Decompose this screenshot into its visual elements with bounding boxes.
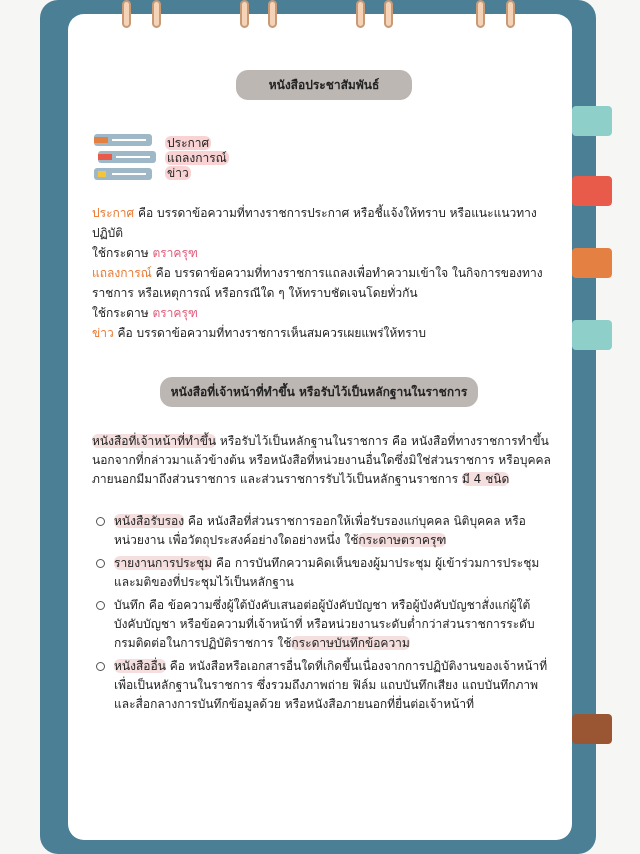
- binder-ring-icon: [122, 0, 131, 28]
- list-item: หนังสือรับรอง คือ หนังสือที่ส่วนราชการออกให้เพื่อรับรองแก่บุคคล นิติบุคคล หรือหน่วยงาน เพื่อวัตถุประสงค์อย่างใดอย่างหนึ่ง ใช้กระดาษตราครุฑ: [90, 512, 550, 550]
- binder-ring-icon: [476, 0, 485, 28]
- tab-red[interactable]: [572, 176, 612, 206]
- statement-definition: แถลงการณ์ คือ บรรดาข้อความที่ทางราชการแถลงเพื่อทำความเข้าใจ ในกิจการของทางราชการ หรือเหตุการณ์ หรือกรณีใด ๆ ให้ทราบชัดเจนโดยทั่วกัน: [92, 266, 543, 300]
- tab-orange[interactable]: [572, 248, 612, 278]
- icon-label-statement: แถลงการณ์: [167, 151, 227, 165]
- document-types-list: [90, 512, 550, 718]
- list-item: บันทึก คือ ข้อความซึ่งผู้ใต้บังคับเสนอต่อผู้บังคับบัญชา หรือผู้บังคับบัญชาสั่งแก่ผู้ใต้บังคับบัญชา หรือข้อความที่เจ้าหน้าที่ หรือหน่วยงานระดับต่ำกว่าส่วนราชการระดับกรมติดต่อในการปฏิบัติราชการ ใช้กระดาษบันทึกข้อความ: [90, 596, 550, 653]
- list-item: หนังสืออื่น คือ หนังสือหรือเอกสารอื่นใดที่เกิดขึ้นเนื่องจากการปฏิบัติงานของเจ้าหน้าที่ เพื่อเป็นหลักฐานในราชการ ซึ่งรวมถึงภาพถ่าย ฟิล์ม แถบบันทึกเสียง แถบบันทึกภาพ และสื่อกลางการบันทึกข้อมูลด้วย หรือหนังสือภายนอกที่ยื่นต่อเจ้าหน้าที่: [90, 657, 550, 714]
- tab-teal-bottom[interactable]: [572, 320, 612, 350]
- binder-ring-icon: [240, 0, 249, 28]
- section1-body: [92, 203, 552, 343]
- binder-ring-icon: [268, 0, 277, 28]
- news-definition: ข่าว คือ บรรดาข้อความที่ทางราชการเห็นสมควรเผยแพร่ให้ทราบ: [92, 326, 427, 340]
- announcement-paper: ใช้กระดาษ ตราครุฑ: [92, 246, 198, 260]
- binder-ring-icon: [506, 0, 515, 28]
- binder-ring-icon: [384, 0, 393, 28]
- documents-stack-icon: [92, 132, 164, 182]
- list-item: รายงานการประชุม คือ การบันทึกความคิดเห็นของผู้มาประชุม ผู้เข้าร่วมการประชุม และมติของที่ประชุมไว้เป็นหลักฐาน: [90, 554, 550, 592]
- icon-label-announcement: ประกาศ: [167, 136, 210, 150]
- icon-label-news: ข่าว: [167, 166, 189, 180]
- statement-paper: ใช้กระดาษ ตราครุฑ: [92, 306, 198, 320]
- section-title-official-documents: หนังสือที่เจ้าหน้าที่ทำขึ้น หรือรับไว้เป็นหลักฐานในราชการ: [160, 377, 478, 407]
- section2-intro: หนังสือที่เจ้าหน้าที่ทำขึ้น หรือรับไว้เป็นหลักฐานในราชการ คือ หนังสือที่ทางราชการทำขึ้นนอกจากที่กล่าวมาแล้วข้างต้น หรือหนังสือที่หน่วยงานอื่นใดซึ่งมิใช่ส่วนราชการ หรือบุคคลภายนอกมีมาถึงส่วนราชการ และส่วนราชการรับไว้เป็นหลักฐานราชการ มี 4 ชนิด: [92, 434, 551, 486]
- binder-ring-icon: [152, 0, 161, 28]
- announcement-definition: ประกาศ คือ บรรดาข้อความที่ทางราชการประกาศ หรือชี้แจ้งให้ทราบ หรือแนะแนวทางปฏิบัติ: [92, 206, 537, 240]
- tab-teal-top[interactable]: [572, 106, 612, 136]
- binder-ring-icon: [356, 0, 365, 28]
- tab-brown[interactable]: [572, 714, 612, 744]
- section-title-public-relations: หนังสือประชาสัมพันธ์: [236, 70, 412, 100]
